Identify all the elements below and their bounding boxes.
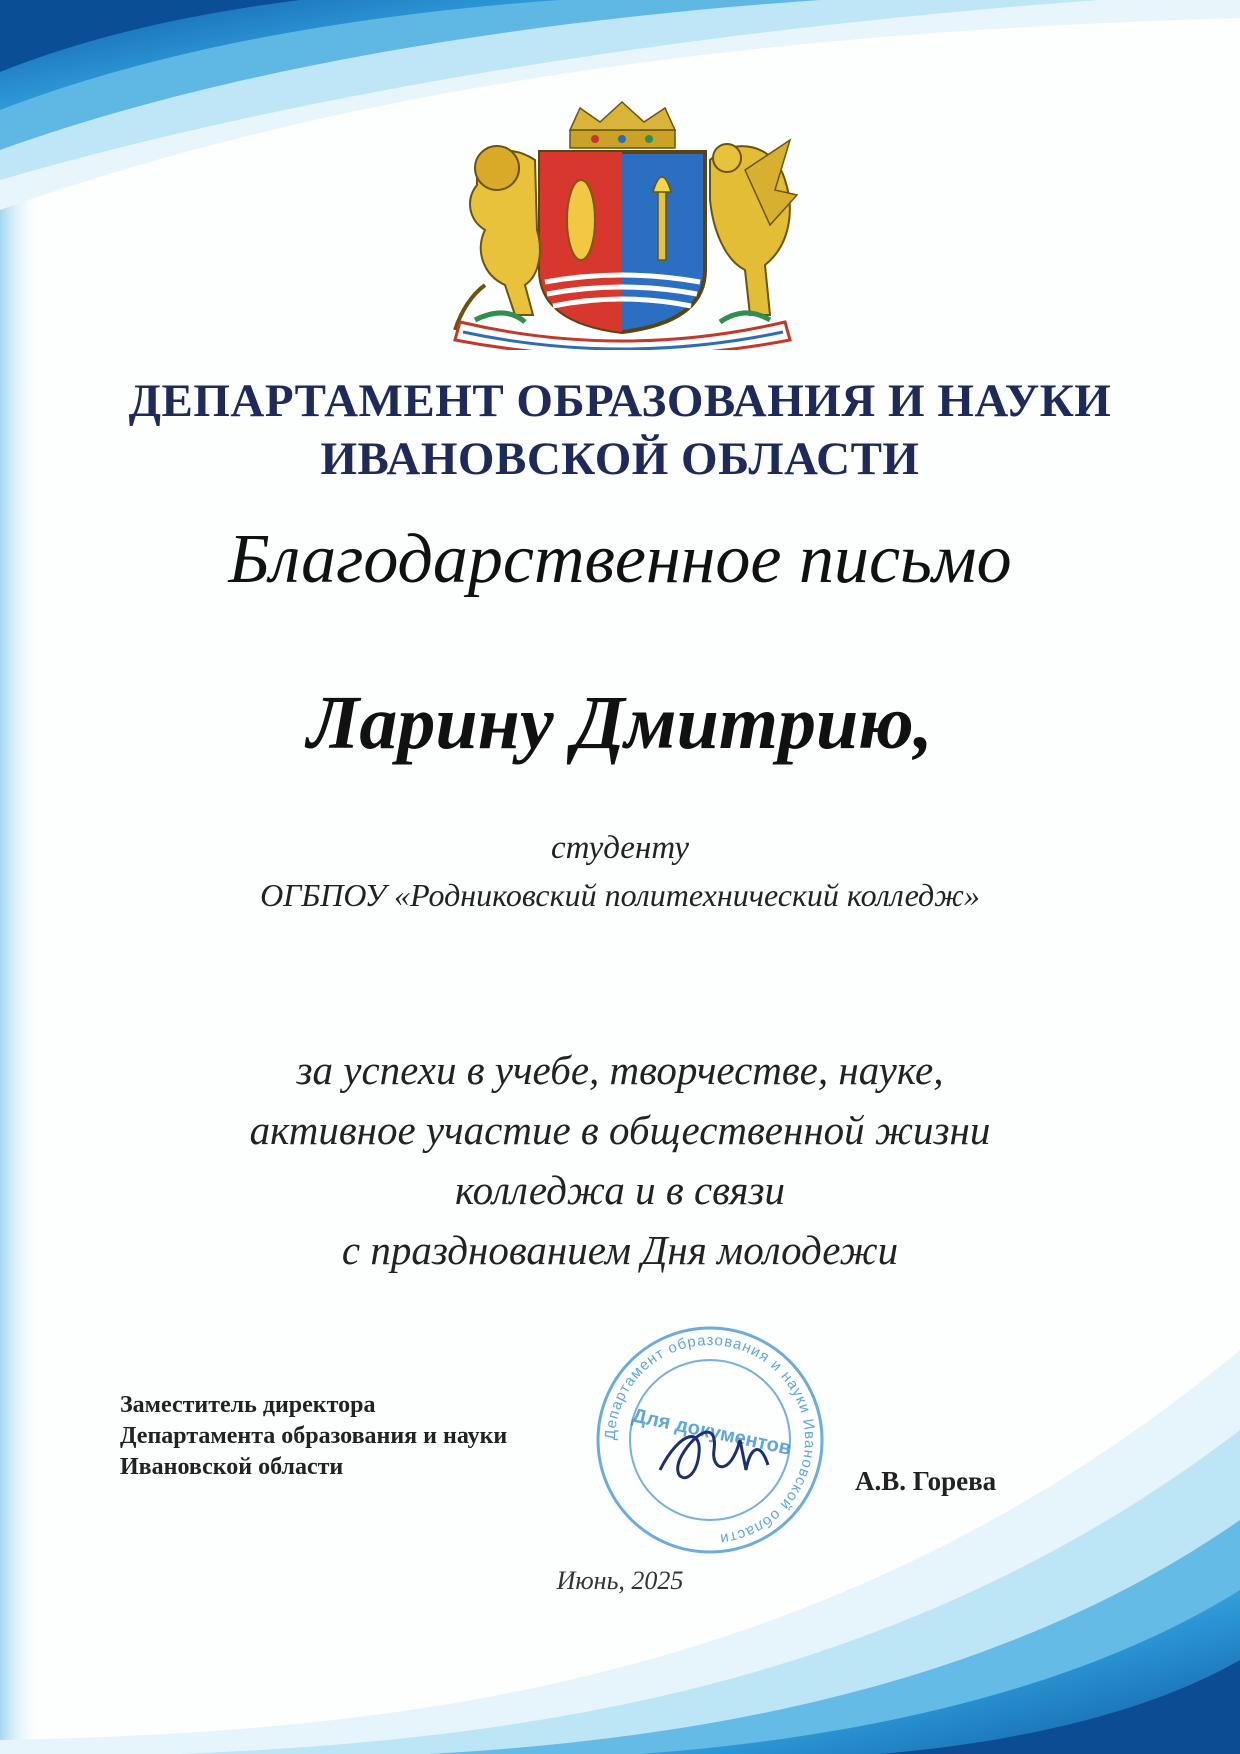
issue-date: Июнь, 2025 [556,1566,684,1595]
coat-of-arms-emblem [445,100,800,350]
official-stamp [590,1320,830,1560]
letter-title: Благодарственное письмо [228,521,1012,598]
department-heading-line2: ИВАНОВСКОЙ ОБЛАСТИ [320,433,920,485]
department-heading-line1: ДЕПАРТАМЕНТ ОБРАЗОВАНИЯ И НАУКИ [128,375,1112,427]
signer-position [120,1390,507,1483]
signer-position-line: Ивановской области [120,1454,344,1480]
recipient-role: студенту [551,830,689,866]
recipient-organization: ОГБПОУ «Родниковский политехнический колледж» [260,877,980,913]
award-reason-line: за успехи в учебе, творчестве, науке, [296,1047,944,1093]
award-reason [0,1040,1240,1280]
shield-icon [540,152,705,332]
signer-name: А.В. Горева [855,1466,997,1496]
department-heading [0,372,1240,488]
griffin-supporter-icon [710,140,797,315]
recipient-name: Ларину Дмитрию, [307,681,933,765]
award-reason-line: активное участие в общественной жизни [249,1107,991,1153]
stamp-center-text: Для документов [630,1404,794,1460]
award-reason-line: колледжа и в связи [455,1167,785,1213]
signer-position-line: Заместитель директора [120,1392,376,1418]
award-reason-line: с празднованием Дня молодежи [341,1227,899,1273]
lion-supporter-icon [455,146,540,330]
signer-position-line: Департамента образования и науки [120,1423,508,1449]
crown-icon [570,102,675,148]
stamp-ring-text: Департамент образования и науки Ивановской области [601,1331,819,1548]
